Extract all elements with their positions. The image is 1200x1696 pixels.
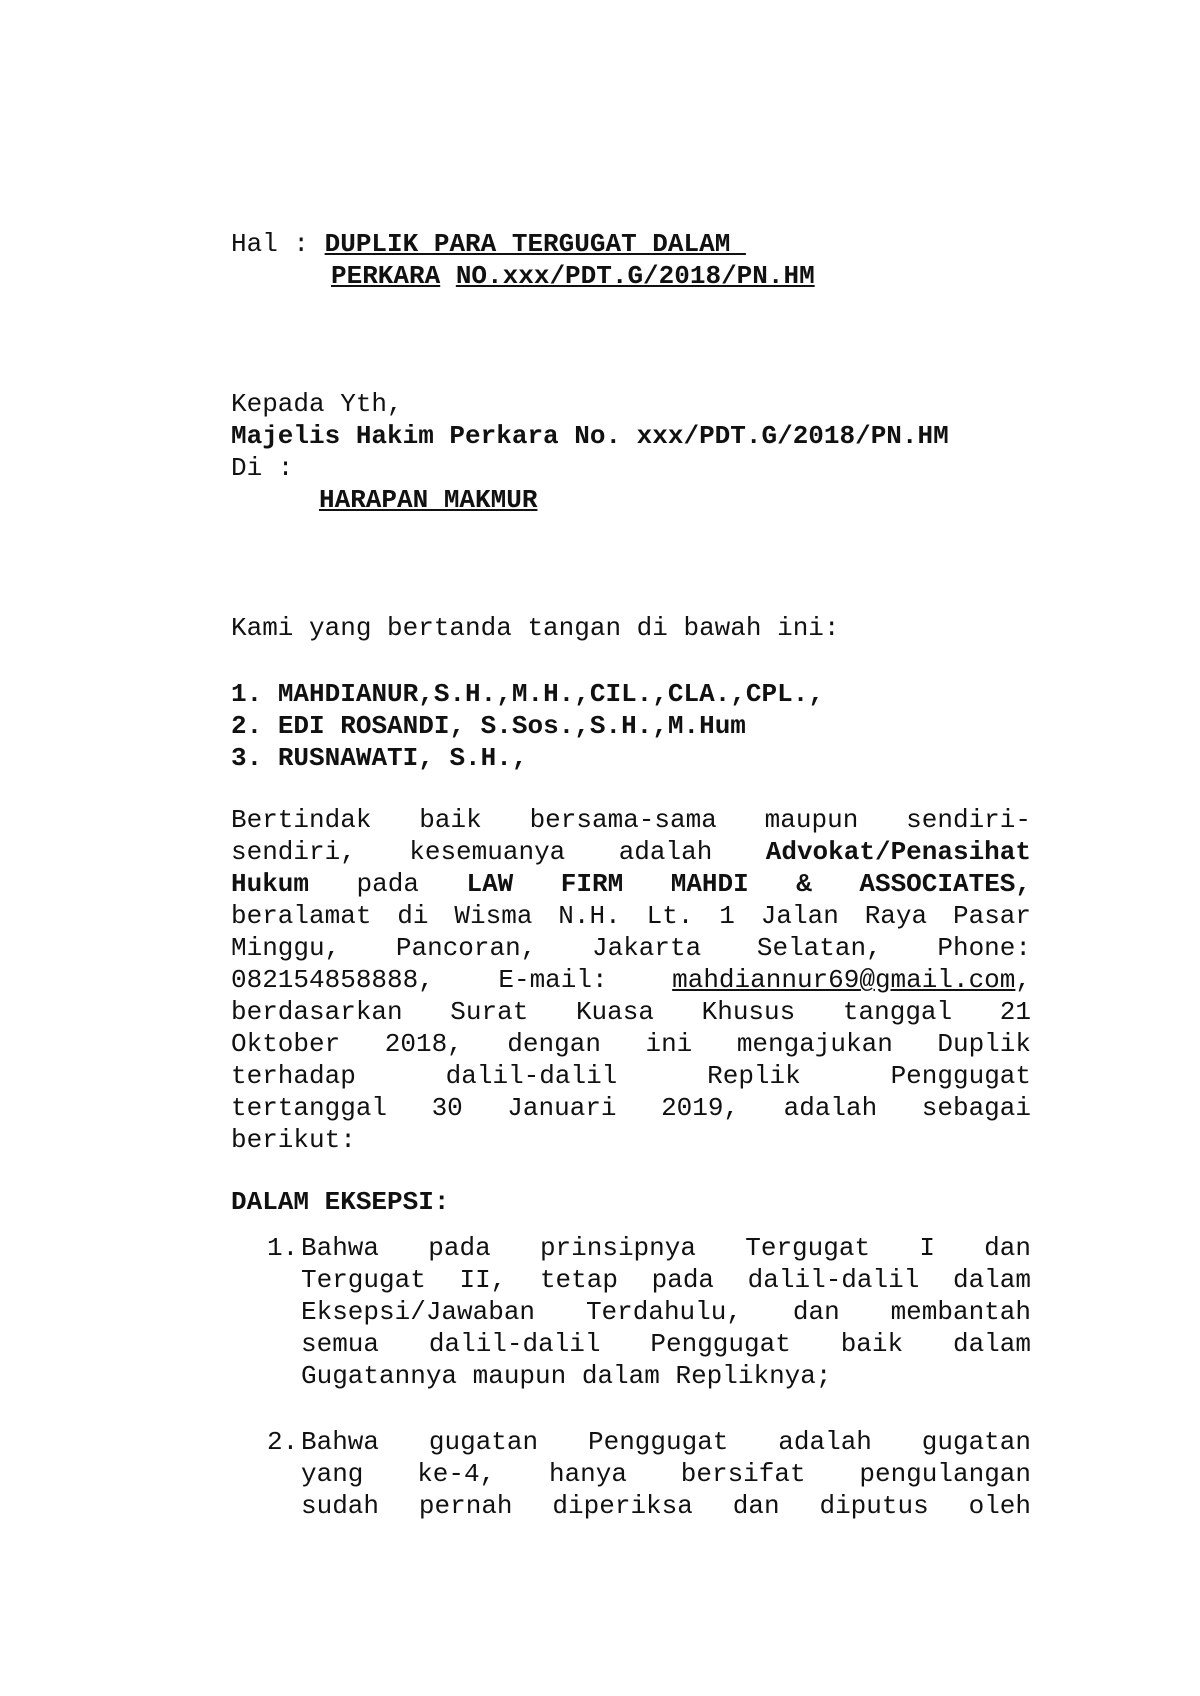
subject-label: Hal :	[231, 229, 325, 259]
signatory-item: 1. MAHDIANUR,S.H.,M.H.,CIL.,CLA.,CPL.,	[231, 679, 824, 709]
signatory-item: 3. RUSNAWATI, S.H.,	[231, 743, 528, 773]
email-link[interactable]: mahdiannur69@gmail.com	[672, 965, 1016, 995]
subject-line-2	[231, 260, 1031, 292]
law-firm-name: LAW FIRM MAHDI & ASSOCIATES,	[466, 869, 1031, 899]
document-body	[231, 228, 1031, 1522]
section-heading-eksepsi: DALAM EKSEPSI:	[231, 1187, 450, 1217]
recipient-greeting: Kepada Yth,	[231, 389, 403, 419]
subject-title-perkara: PERKARA	[331, 261, 441, 291]
recipient-place-line	[231, 484, 1031, 516]
subject-line-1	[231, 228, 1031, 260]
intro-text: Kami yang bertanda tangan di bawah ini:	[231, 613, 840, 643]
eksepsi-item-1: 1. Bahwa pada prinsipnya Tergugat I dan Tergugat II, tetap pada dalil-dalil dalam Eksepsi/Jawaban Terdahulu, dan membantah semua dalil-dalil Penggugat baik dalam Gugatannya maupun dalam Repliknya;	[267, 1233, 1031, 1391]
body-paragraph: Bertindak baik bersama-sama maupun sendiri- sendiri, kesemuanya adalah Advokat/Penasihat Hukum pada LAW FIRM MAHDI & ASSOCIATES, beralamat di Wisma N.H. Lt. 1 Jalan Raya Pasar Minggu, Pancoran, Jakarta Selatan, Phone: 082154858888, E-mail: mahdiannur69@gmail.com, berdasarkan Surat Kuasa Khusus tanggal 21 Oktober 2018, dengan ini mengajukan Duplik terhadap dalil-dalil Replik Penggugat tertanggal 30 Januari 2019, adalah sebagai berikut:	[231, 805, 1031, 1155]
eksepsi-item-2: 2. Bahwa gugatan Penggugat adalah gugatan yang ke-4, hanya bersifat pengulangan sudah pernah diperiksa dan diputus oleh	[267, 1427, 1031, 1521]
signatory-item: 2. EDI ROSANDI, S.Sos.,S.H.,M.Hum	[231, 711, 746, 741]
signatory-list	[231, 678, 1031, 774]
subject-case-number: NO.xxx/PDT.G/2018/PN.HM	[455, 261, 815, 291]
recipient-addressee: Majelis Hakim Perkara No. xxx/PDT.G/2018/PN.HM	[231, 421, 949, 451]
subject-title-line1: DUPLIK PARA TERGUGAT DALAM	[324, 229, 746, 259]
recipient-place: HARAPAN MAKMUR	[319, 485, 538, 515]
recipient-di-label: Di :	[231, 453, 294, 483]
